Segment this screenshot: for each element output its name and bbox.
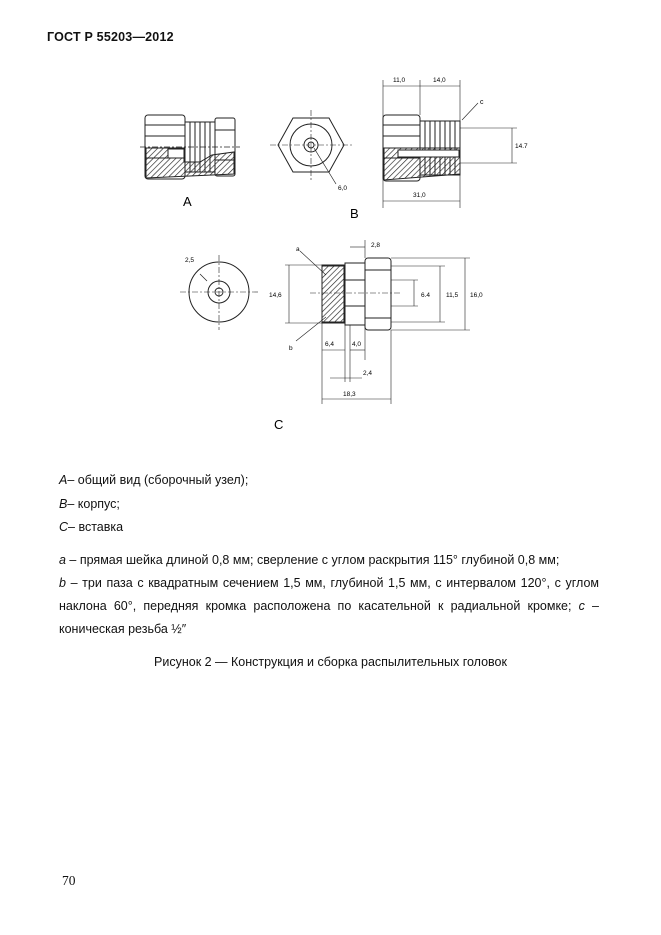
legend-key-c: C xyxy=(59,520,69,534)
note-b-key: b xyxy=(59,576,66,590)
view-c-dim-24: 2,4 xyxy=(363,370,373,377)
note-a xyxy=(59,549,599,572)
view-c-label-a: a xyxy=(296,246,300,253)
view-c-label: C xyxy=(274,417,284,432)
view-c-dim-40: 4,0 xyxy=(352,341,362,348)
notes-block xyxy=(59,549,599,641)
side-dim-31: 31,0 xyxy=(413,192,426,199)
legend-item-a xyxy=(59,472,248,488)
view-c-dim-146: 14,6 xyxy=(269,292,282,299)
side-label-c: c xyxy=(480,99,484,106)
side-dim-11: 11,0 xyxy=(393,77,406,84)
technical-drawing xyxy=(0,0,661,440)
view-b-label: B xyxy=(350,206,359,221)
note-a-key: a xyxy=(59,553,66,567)
note-a-text: – прямая шейка длиной 0,8 мм; сверление с углом раскрытия 115° глубиной 0,8 мм; xyxy=(65,553,560,567)
note-c-key: c xyxy=(578,599,585,613)
legend-key-a: A xyxy=(59,473,68,487)
view-c-dim-183: 18,3 xyxy=(343,391,356,398)
view-b-dim-6: 6,0 xyxy=(338,185,348,192)
page-number: 70 xyxy=(62,873,76,888)
legend-key-b: B xyxy=(59,497,68,511)
legend-text-a: – общий вид (сборочный узел); xyxy=(67,473,249,487)
legend-text-c: – вставка xyxy=(68,520,124,534)
note-b xyxy=(59,572,599,641)
legend-item-c xyxy=(59,519,123,535)
legend-text-b: – корпус; xyxy=(67,497,120,511)
figure-caption: Рисунок 2 — Конструкция и сборка распылительных головок xyxy=(154,655,507,669)
view-c-dim-64-vertical: 6.4 xyxy=(421,292,431,299)
view-c-dim-115: 11,5 xyxy=(446,292,459,299)
view-c-dim-28: 2,8 xyxy=(371,242,381,249)
view-c-dim-64-horizontal: 6,4 xyxy=(325,341,335,348)
view-c-dim-160: 16,0 xyxy=(470,292,483,299)
view-c-section xyxy=(285,240,470,404)
view-c-end xyxy=(180,255,258,330)
view-side-body xyxy=(383,80,517,208)
view-c-dim-25: 2,5 xyxy=(185,257,195,264)
side-dim-14: 14,0 xyxy=(433,77,446,84)
view-a-assembly xyxy=(140,115,240,179)
view-a-label: A xyxy=(183,194,192,209)
legend-item-b xyxy=(59,496,120,512)
note-b-text: – три паза с квадратным сечением 1,5 мм, глубиной 1,5 мм, с интервалом 120°, с углом наклона 60°, передняя кромка расположена по касательной к радиальной кромке; xyxy=(59,576,599,613)
view-c-label-b: b xyxy=(289,345,293,352)
note-c-text: – коническая резьба ½″ xyxy=(59,599,599,636)
view-b-body xyxy=(270,110,352,184)
side-dim-147: 14.7 xyxy=(515,143,528,150)
document-code: ГОСТ Р 55203—2012 xyxy=(47,30,174,44)
